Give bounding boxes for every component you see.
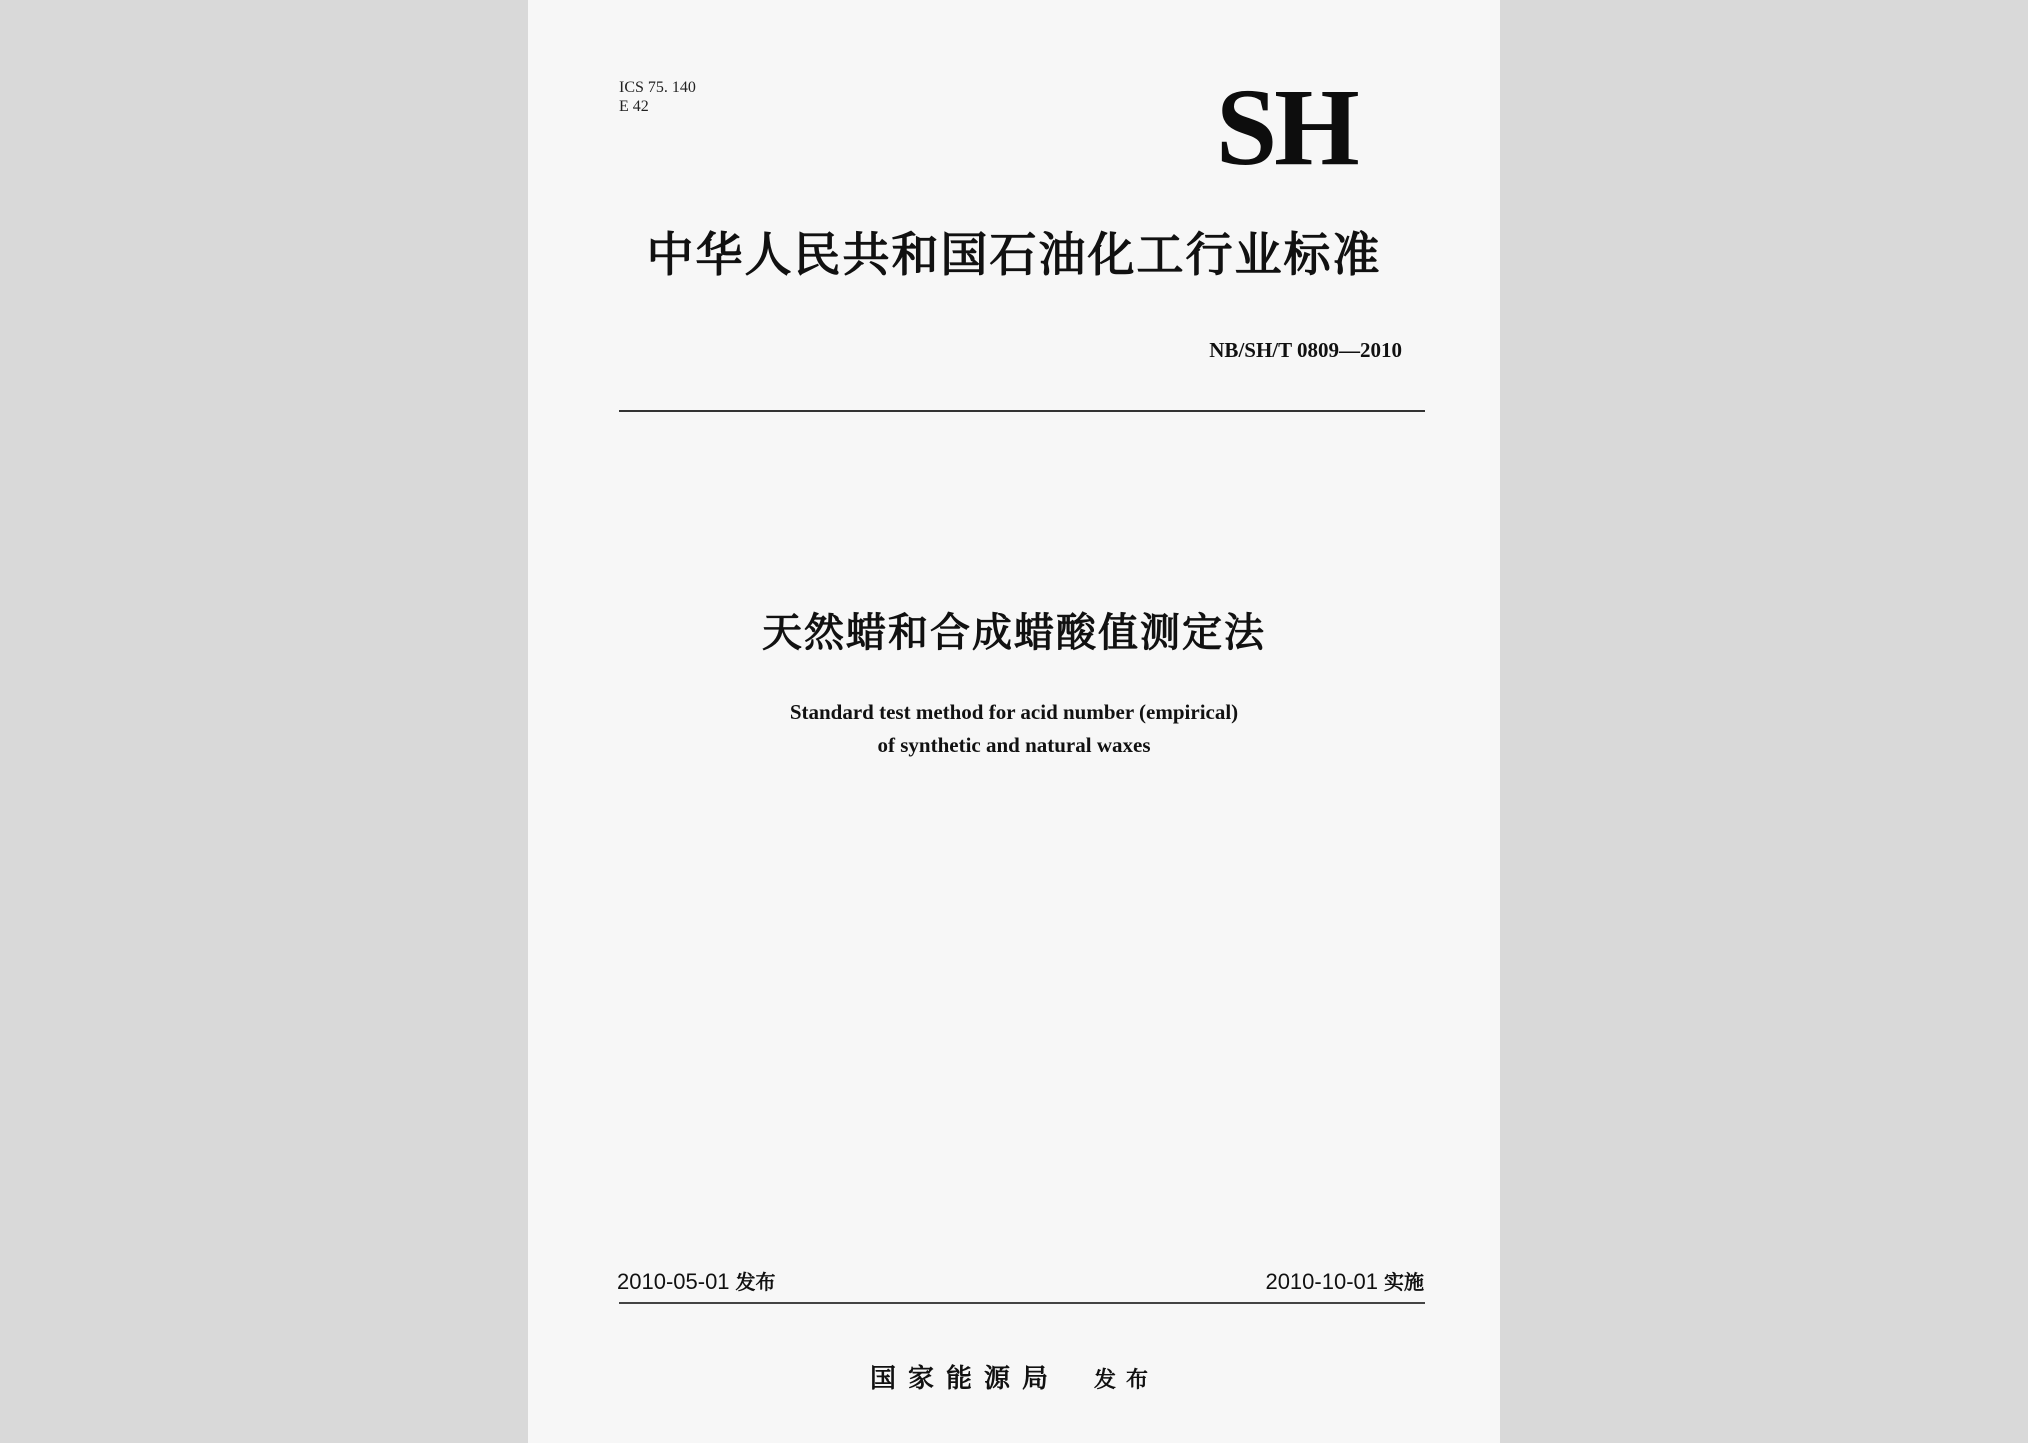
document-title-en	[528, 696, 1500, 762]
effective-date	[1265, 1268, 1424, 1296]
issuer-action: 发布	[1094, 1368, 1159, 1393]
standard-type-title: 中华人民共和国石油化工行业标准	[646, 228, 1382, 283]
issuing-authority	[528, 1362, 1500, 1398]
issue-date-value: 2010-05-01	[617, 1269, 730, 1294]
footer-divider	[619, 1302, 1425, 1304]
classification-codes	[619, 78, 696, 116]
header-divider	[619, 410, 1425, 412]
title-en-line-2: of synthetic and natural waxes	[877, 733, 1151, 757]
effective-date-value: 2010-10-01	[1265, 1269, 1378, 1294]
sh-logo: SH	[1216, 66, 1357, 188]
standard-number: NB/SH/T 0809—2010	[1209, 338, 1402, 362]
ccs-code: E 42	[619, 98, 649, 115]
ics-code: ICS 75. 140	[619, 79, 696, 96]
issue-date	[617, 1268, 776, 1296]
title-en-line-1: Standard test method for acid number (empirical)	[789, 700, 1239, 724]
document-title-cn: 天然蜡和合成蜡酸值测定法	[762, 610, 1266, 656]
issuer-org: 国家能源局	[869, 1364, 1060, 1394]
effective-date-label: 实施	[1384, 1270, 1424, 1294]
document-page	[528, 0, 1500, 1443]
issue-date-label: 发布	[735, 1270, 776, 1294]
